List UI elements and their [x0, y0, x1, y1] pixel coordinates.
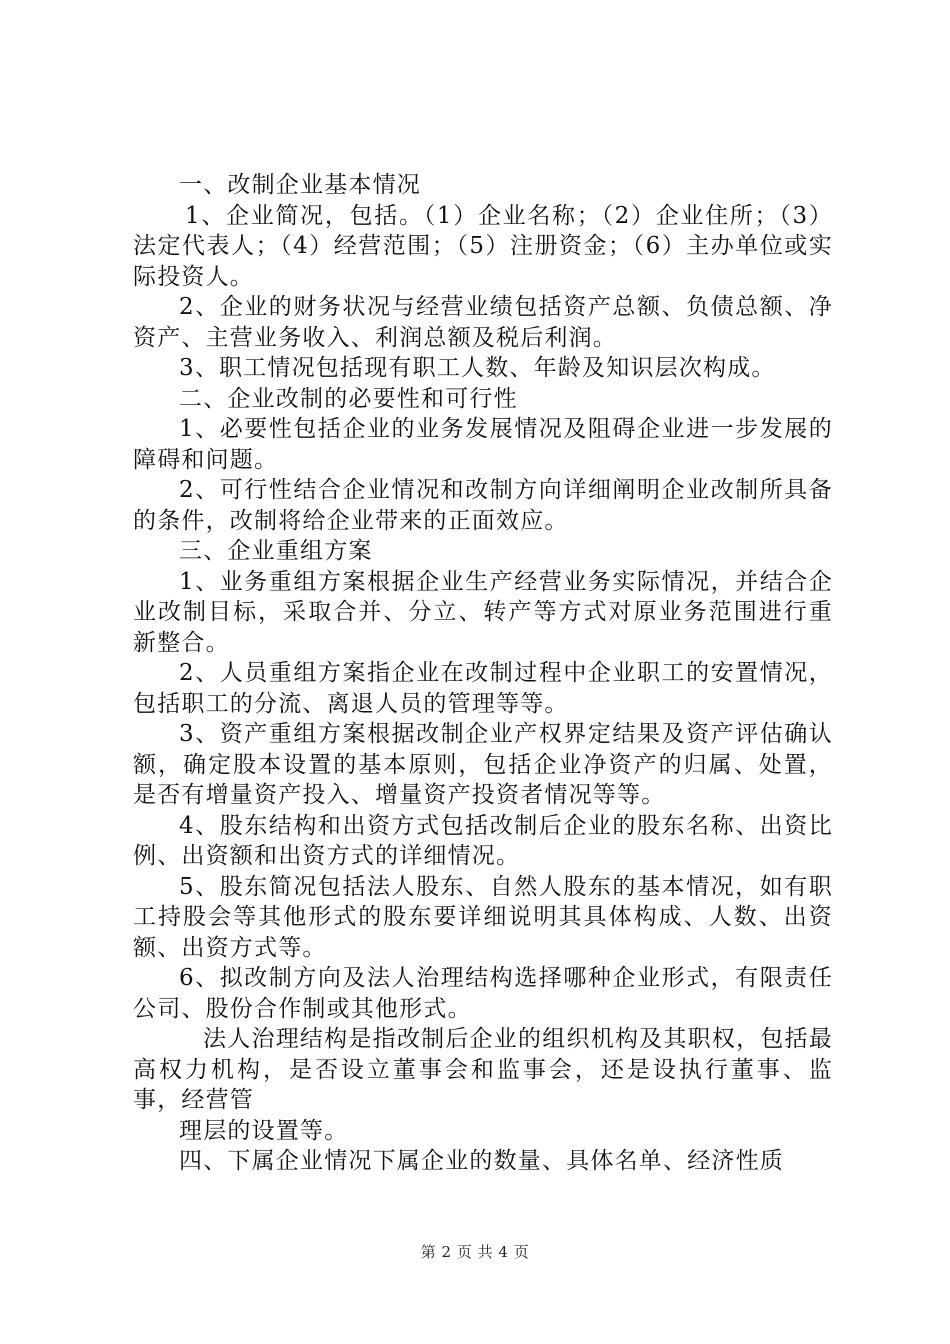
- paragraph-14: 法人治理结构是指改制后企业的组织机构及其职权，包括最高权力机构，是否设立董事会和监事会，还是设执行董事、监事，经营管: [133, 1026, 833, 1113]
- page-number-footer: 第 2 页 共 4 页: [420, 1243, 530, 1261]
- paragraph-8: 1、业务重组方案根据企业生产经营业务实际情况，并结合企业改制目标，采取合并、分立、转产等方式对原业务范围进行重新整合。: [133, 568, 833, 656]
- paragraph-0: 一、改制企业基本情况: [179, 172, 421, 198]
- paragraph-11: 4、股东结构和出资方式包括改制后企业的股东名称、出资比例、出资额和出资方式的详细情况。: [133, 812, 833, 869]
- paragraph-12: 5、股东简况包括法人股东、自然人股东的基本情况，如有职工持股会等其他形式的股东要详细说明其具体构成、人数、出资额、出资方式等。: [133, 873, 833, 961]
- paragraph-6: 2、可行性结合企业情况和改制方向详细阐明企业改制所具备的条件，改制将给企业带来的正面效应。: [133, 477, 833, 534]
- paragraph-13: 6、拟改制方向及法人治理结构选择哪种企业形式，有限责任公司、股份合作制或其他形式。: [133, 965, 833, 1022]
- paragraph-7: 三、企业重组方案: [179, 538, 373, 564]
- paragraph-3: 3、职工情况包括现有职工人数、年龄及知识层次构成。: [179, 355, 776, 381]
- paragraph-4: 二、企业改制的必要性和可行性: [179, 385, 518, 412]
- paragraph-15: 理层的设置等。: [179, 1117, 349, 1144]
- paragraph-1: 1、企业简况，包括。（1）企业名称；（2）企业住所；（3）法定代表人；（4）经营范围；（5）注册资金；（6）主办单位或实际投资人。: [133, 202, 833, 290]
- paragraph-9: 2、人员重组方案指企业在改制过程中企业职工的安置情况，包括职工的分流、离退人员的管理等等。: [133, 660, 833, 717]
- paragraph-2: 2、企业的财务状况与经营业绩包括资产总额、负债总额、净资产、主营业务收入、利润总额及税后利润。: [133, 294, 833, 351]
- paragraph-16: 四、下属企业情况下属企业的数量、具体名单、经济性质: [179, 1148, 784, 1174]
- document-body: [133, 170, 833, 1177]
- paragraph-10: 3、资产重组方案根据改制企业产权界定结果及资产评估确认额，确定股本设置的基本原则，包括企业净资产的归属、处置，是否有增量资产投入、增量资产投资者情况等等。: [133, 721, 833, 808]
- paragraph-5: 1、必要性包括企业的业务发展情况及阻碍企业进一步发展的障碍和问题。: [133, 416, 833, 473]
